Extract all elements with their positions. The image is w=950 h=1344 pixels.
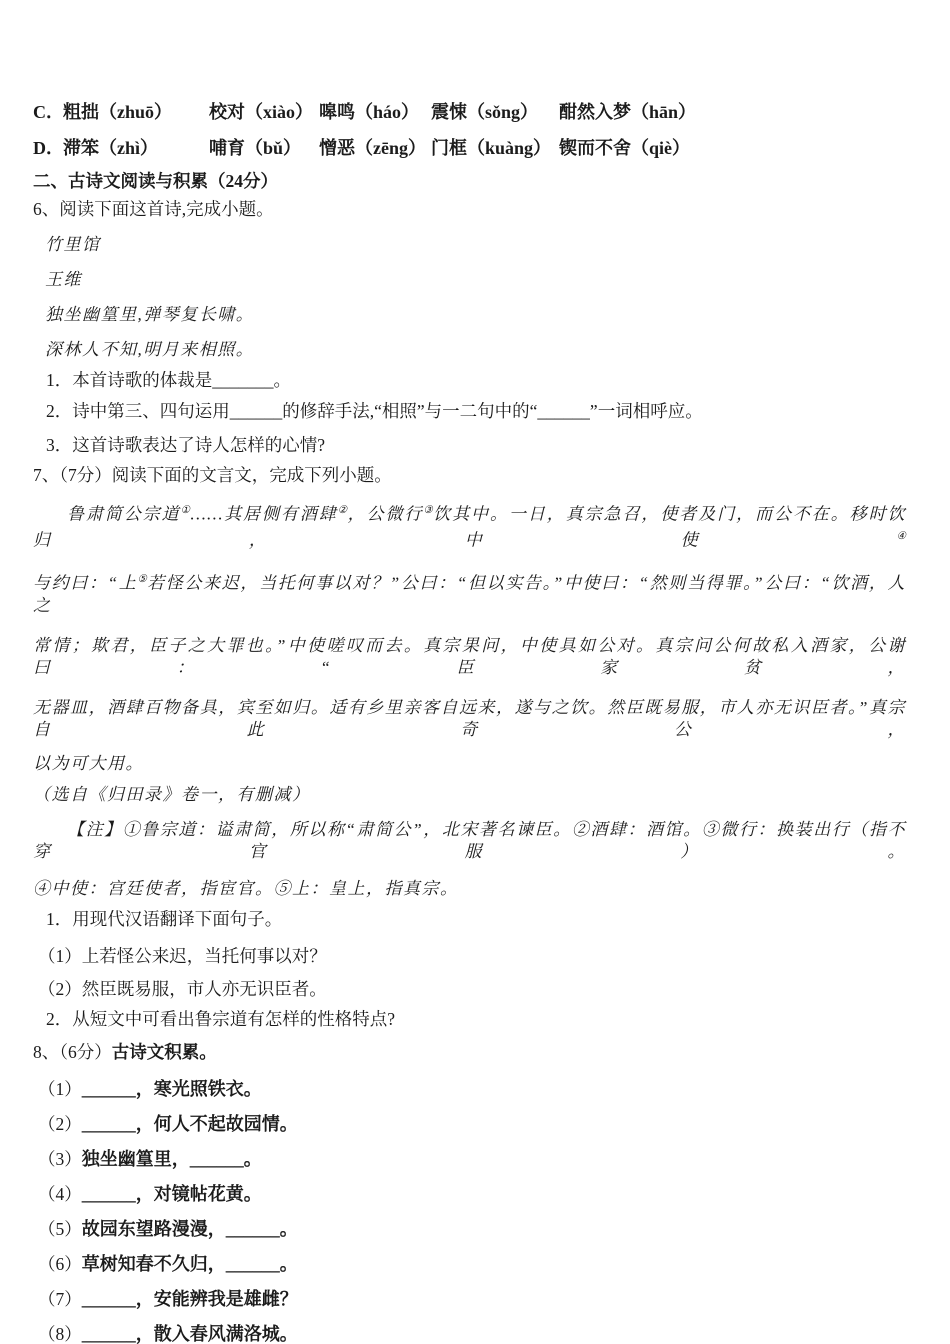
passage-text: 与约曰：“上 [33,573,138,593]
section-heading: 二、古诗文阅读与积累（24分） [33,171,278,191]
pinyin-option-row-d [33,137,906,159]
passage-source: （选自《归田录》卷一，有删减） [33,784,311,804]
fill-blank-item-4 [38,1183,906,1205]
poem-author: 王维 [45,270,82,289]
passage-line [33,635,906,679]
passage-text: 若怪公来迟，当托何事以对？”公曰：“但以实告。”中使曰：“然则当得罪。”公曰：“饮酒，人之 [33,573,906,615]
fill-blank-item-2 [38,1113,906,1135]
poem-line: 独坐幽篁里,弹琴复长啸。 [45,305,255,324]
option-d-term-2: 哺育（bǔ） [209,138,302,158]
fill-item-text: 独坐幽篁里，______。 [81,1148,262,1169]
fill-item-number: （2） [38,1113,82,1134]
passage-text: 以为可大用。 [33,753,144,773]
question-7-translate-2: （2）然臣既易服，市人亦无识臣者。 [38,978,327,999]
option-c-label: C． [33,102,64,122]
passage-line [33,697,906,741]
question-6-intro: 6、阅读下面这首诗,完成小题。 [33,199,274,219]
question-7-item-1: 1．用现代汉语翻译下面句子。 [46,908,283,929]
question-7-item-2: 2．从短文中可看出鲁宗道有怎样的性格特点? [46,1008,396,1029]
fill-blank-item-6 [38,1253,906,1275]
fill-item-number: （8） [38,1323,82,1344]
passage-line [33,569,906,617]
superscript-note-ref: ① [180,505,191,516]
question-6-item-1: 1．本首诗歌的体裁是_______。 [46,370,291,390]
poem-title: 竹里馆 [45,235,101,254]
fill-item-text: 草树知春不久归，______。 [81,1253,298,1274]
fill-item-number: （3） [38,1148,82,1169]
passage-line [33,500,906,551]
fill-item-number: （4） [38,1183,82,1204]
passage-line [33,753,906,775]
fill-item-text: 故园东望路漫漫，______。 [81,1218,298,1239]
fill-item-text: ______，何人不起故园情。 [81,1113,298,1134]
fill-item-text: ______，安能辨我是雄雌？ [81,1288,298,1309]
passage-text: ，公微行 [347,504,424,524]
passage-note-2: ④中使：宫廷使者，指宦官。⑤上：皇上，指真宗。 [33,878,459,898]
option-d-term-3: 憎恶（zēng） [319,138,426,158]
option-d-label: D． [33,138,64,158]
question-7-translate-1: （1）上若怪公来迟，当托何事以对？ [38,945,327,966]
fill-blank-item-1 [38,1078,906,1100]
passage-text: 无器皿，酒肆百物备具，宾至如归。适有乡里亲客自远来，遂与之饮。然臣既易服，市人亦无识臣者。”真宗自此奇公， [33,697,906,739]
option-c-term-5: 酣然入梦（hān） [559,102,697,122]
fill-blank-item-5 [38,1218,906,1240]
question-6-item-2: 2．诗中第三、四句运用______的修辞手法,“相照”与一二句中的“______”一词相呼应。 [46,401,703,421]
fill-blank-item-3 [38,1148,906,1170]
fill-blank-item-7 [38,1288,906,1310]
fill-blank-item-8 [38,1323,906,1344]
passage-text: 常情；欺君，臣子之大罪也。”中使嗟叹而去。真宗果问，中使具如公对。真宗问公何故私入酒家，公谢曰：“臣家贫， [33,635,906,677]
fill-item-text: ______，散入春风满洛城。 [81,1323,298,1344]
fill-item-text: ______，对镜帖花黄。 [81,1183,262,1204]
question-7-intro: 7、（7分）阅读下面的文言文，完成下列小题。 [33,465,392,485]
passage-text: 鲁肃简公宗道 [67,504,181,524]
option-c-term-4: 震悚（sǒng） [431,102,539,122]
option-c-term-3: 嗥鸣（háo） [319,102,420,122]
option-d-term-5: 锲而不舍（qiè） [559,138,691,158]
pinyin-option-row-c [33,101,906,123]
question-6-item-3: 3．这首诗歌表达了诗人怎样的心情? [46,435,326,455]
superscript-note-ref: ④ [896,530,906,542]
fill-item-number: （5） [38,1218,82,1239]
question-8-title: 古诗文积累。 [111,1041,217,1062]
passage-note-1: 【注】①鲁宗道：谥肃简，所以称“肃简公”，北宋著名谏臣。②酒肆：酒馆。③微行：换装出行（指不穿官服）。 [33,819,906,861]
superscript-note-ref: ② [337,505,348,516]
question-8-intro [33,1041,906,1063]
poem-line: 深林人不知,明月来相照。 [45,340,255,359]
passage-text: 饮其中。一日，真宗急召，使者及门，而公不在。移时饮归，中使 [33,504,907,550]
fill-item-number: （6） [38,1253,82,1274]
option-d-term-1: 滞笨（zhì） [63,138,159,158]
question-8-number: 8、（6分） [33,1041,112,1062]
passage-text: ……其居侧有酒肆 [190,504,338,524]
fill-item-text: ______，寒光照铁衣。 [81,1078,262,1099]
option-c-term-1: 粗拙（zhuō） [63,102,173,122]
option-d-term-4: 门框（kuàng） [431,138,552,158]
fill-item-number: （1） [38,1078,82,1099]
superscript-note-ref: ⑤ [137,574,148,586]
superscript-note-ref: ③ [423,505,434,516]
fill-item-number: （7） [38,1288,82,1309]
option-c-term-2: 校对（xiào） [209,102,314,122]
